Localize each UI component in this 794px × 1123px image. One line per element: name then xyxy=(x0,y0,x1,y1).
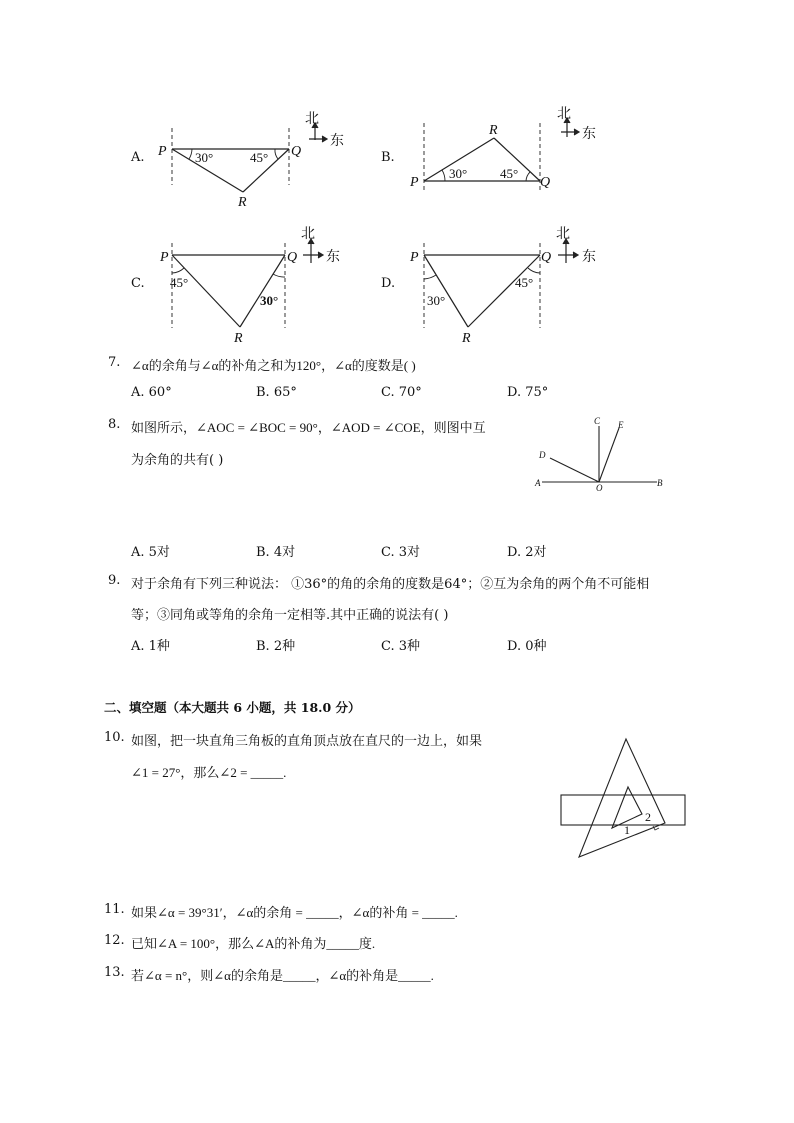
q8-option-b: B. 4对 xyxy=(256,545,296,560)
fig-a-angle-45: 45° xyxy=(250,150,269,165)
q13-number: 13. xyxy=(104,965,125,980)
q7-option-c: C. 70° xyxy=(381,385,422,400)
figure-options xyxy=(0,0,794,350)
q8-label-a: A xyxy=(535,478,541,488)
q9-stem-line2: 等；③同角或等角的余角一定相等.其中正确的说法有( ) xyxy=(131,608,449,623)
fig-d-angle-45: 45° xyxy=(515,275,534,290)
q9-option-d: D. 0种 xyxy=(507,639,547,654)
fig-d-east: 东 xyxy=(582,250,596,265)
fig-c-north: 北 xyxy=(301,227,315,242)
fig-c-label-p: P xyxy=(160,250,169,265)
fig-c-label-q: Q xyxy=(287,250,298,265)
q11-stem: 如果∠α = 39°31′，∠α的余角 = _____，∠α的补角 = _____. xyxy=(131,905,458,920)
fig-a-label-q: Q xyxy=(291,144,302,159)
q7-option-d: D. 75° xyxy=(507,385,549,400)
q8-label-o: O xyxy=(596,483,603,493)
q10-stem-line1: 如图，把一块直角三角板的直角顶点放在直尺的一边上，如果 xyxy=(131,734,483,749)
fig-b-angle-45: 45° xyxy=(500,166,519,181)
q8-number: 8. xyxy=(108,417,121,432)
option-c-label: C. xyxy=(131,276,145,291)
fig-d-angle-30: 30° xyxy=(427,293,446,308)
q8-option-c: C. 3对 xyxy=(381,545,421,560)
q10-angle-1: 1 xyxy=(624,823,630,837)
q10-figure xyxy=(556,735,696,860)
fig-b-north: 北 xyxy=(557,107,571,122)
fig-c-east: 东 xyxy=(326,250,340,265)
fig-a-label-r: R xyxy=(238,195,247,210)
fig-d-label-r: R xyxy=(462,331,471,346)
q10-number: 10. xyxy=(104,730,125,745)
option-a-label: A. xyxy=(131,150,145,165)
q9-option-b: B. 2种 xyxy=(256,639,296,654)
q7-option-b: B. 65° xyxy=(256,385,297,400)
q10-angle-2: 2 xyxy=(645,810,651,824)
q7-number: 7. xyxy=(108,355,121,370)
q9-stem-line1: 对于余角有下列三种说法： ①36°的角的余角的度数是64°；②互为余角的两个角不可能相 xyxy=(131,577,650,592)
q12-number: 12. xyxy=(104,933,125,948)
fig-a-north: 北 xyxy=(305,112,319,127)
q9-number: 9. xyxy=(108,573,121,588)
q7-option-a: A. 60° xyxy=(131,385,172,400)
fig-d-label-q: Q xyxy=(541,250,552,265)
fig-b-angle-30: 30° xyxy=(449,166,468,181)
fig-a-angle-30: 30° xyxy=(195,150,214,165)
fig-d-north: 北 xyxy=(556,227,570,242)
section-2-title: 二、填空题（本大题共 6 小题，共 18.0 分） xyxy=(104,700,361,715)
q12-stem: 已知∠A = 100°，那么∠A的补角为_____度. xyxy=(131,936,376,951)
q8-stem-line2: 为余角的共有( ) xyxy=(131,453,224,468)
fig-b-east: 东 xyxy=(582,127,596,142)
fig-b-label-r: R xyxy=(489,123,498,138)
q8-label-d: D xyxy=(539,450,546,460)
q11-number: 11. xyxy=(104,902,125,917)
q9-option-a: A. 1种 xyxy=(131,639,170,654)
q13-stem: 若∠α = n°，则∠α的余角是_____，∠α的补角是_____. xyxy=(131,968,434,983)
fig-a-east: 东 xyxy=(330,134,344,149)
option-b-label: B. xyxy=(381,150,395,165)
q8-label-e: E xyxy=(618,420,624,430)
fig-c-angle-30: 30° xyxy=(260,293,279,308)
option-d-label: D. xyxy=(381,276,396,291)
q7-stem: ∠α的余角与∠α的补角之和为120°，∠α的度数是( ) xyxy=(131,358,416,373)
q8-stem-line1: 如图所示，∠AOC = ∠BOC = 90°，∠AOD = ∠COE，则图中互 xyxy=(131,420,486,435)
fig-a-label-p: P xyxy=(158,144,167,159)
q8-label-c: C xyxy=(594,416,601,426)
q8-label-b: B xyxy=(657,478,663,488)
q9-option-c: C. 3种 xyxy=(381,639,421,654)
fig-c-angle-45: 45° xyxy=(170,275,189,290)
q10-stem-line2: ∠1 = 27°，那么∠2 = _____. xyxy=(131,765,287,780)
fig-c-label-r: R xyxy=(234,331,243,346)
fig-b-label-q: Q xyxy=(540,175,551,190)
fig-d-label-p: P xyxy=(410,250,419,265)
fig-b-label-p: P xyxy=(410,175,419,190)
q8-figure xyxy=(532,414,682,494)
q8-option-a: A. 5对 xyxy=(131,545,170,560)
q8-option-d: D. 2对 xyxy=(507,545,547,560)
